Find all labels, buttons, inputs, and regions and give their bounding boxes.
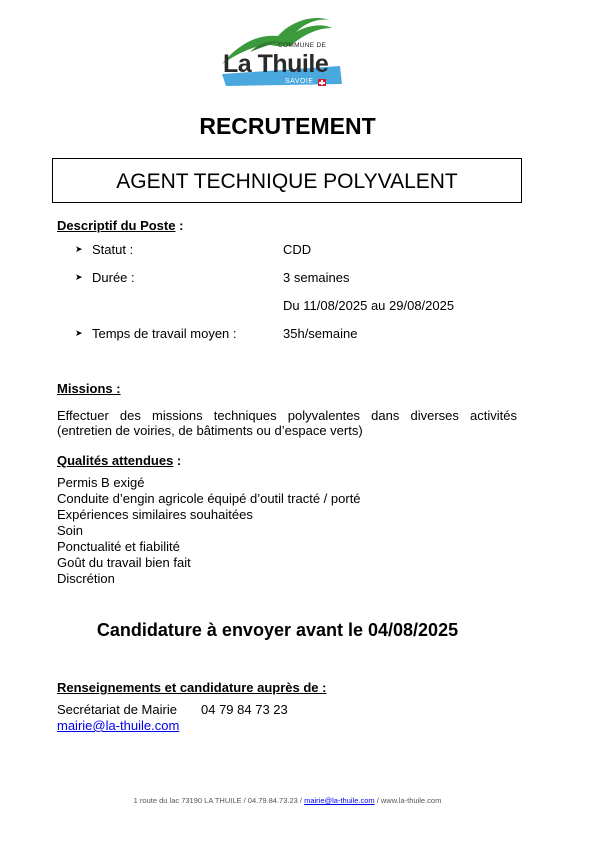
descriptif-label: Durée :	[92, 270, 135, 285]
commune-logo	[220, 12, 350, 92]
page-footer	[0, 796, 575, 805]
list-item: Soin	[57, 523, 84, 538]
footer-website: / www.la-thuile.com	[374, 796, 442, 805]
missions-heading: Missions :	[57, 381, 121, 396]
descriptif-value: 35h/semaine	[283, 326, 358, 341]
savoie-cross-icon	[318, 79, 326, 86]
missions-line: Effectuer des missions techniques polyvalentes dans diverses activités	[57, 408, 517, 423]
qualites-heading: Qualités attendues :	[57, 453, 182, 468]
contact-name: Secrétariat de Mairie	[57, 702, 177, 717]
descriptif-label: Temps de travail moyen :	[92, 326, 237, 341]
contact-heading: Renseignements et candidature auprès de :	[57, 680, 327, 695]
descriptif-value: 3 semaines	[283, 270, 350, 285]
candidature-deadline: Candidature à envoyer avant le 04/08/2025	[96, 620, 459, 640]
logo-name-text: La Thuile	[223, 50, 329, 78]
list-item: Goût du travail bien fait	[57, 555, 191, 570]
missions-line: (entretien de voiries, de bâtiments ou d’espace verts)	[57, 423, 363, 438]
descriptif-heading: Descriptif du Poste :	[57, 218, 184, 233]
contact-phone: 04 79 84 73 23	[201, 702, 288, 717]
list-item: Conduite d’engin agricole équipé d’outil tracté / porté	[57, 491, 361, 506]
list-item: Ponctualité et fiabilité	[57, 539, 180, 554]
list-item: Permis B exigé	[57, 475, 145, 490]
descriptif-label: Statut :	[92, 242, 134, 257]
qualites-list	[57, 475, 361, 587]
logo-region-text: SAVOIE	[285, 78, 314, 85]
page-title: RECRUTEMENT	[199, 113, 376, 139]
descriptif-dates: Du 11/08/2025 au 29/08/2025	[283, 298, 455, 313]
contact-email-link[interactable]: mairie@la-thuile.com	[57, 718, 180, 733]
arrow-bullet-icon: ➤	[75, 272, 83, 282]
job-title-box	[52, 158, 522, 203]
list-item: Discrétion	[57, 571, 115, 586]
footer-address: 1 route du lac 73190 LA THUILE / 04.79.84.73.23 /	[133, 796, 305, 805]
logo-commune-text: COMMUNE DE	[278, 42, 327, 49]
missions-text	[57, 408, 517, 438]
job-title: AGENT TECHNIQUE POLYVALENT	[116, 170, 458, 193]
arrow-bullet-icon: ➤	[75, 328, 83, 338]
descriptif-value: CDD	[283, 242, 312, 257]
footer-email-link[interactable]: mairie@la-thuile.com	[304, 796, 375, 805]
list-item: Expériences similaires souhaitées	[57, 507, 253, 522]
arrow-bullet-icon: ➤	[75, 244, 83, 254]
